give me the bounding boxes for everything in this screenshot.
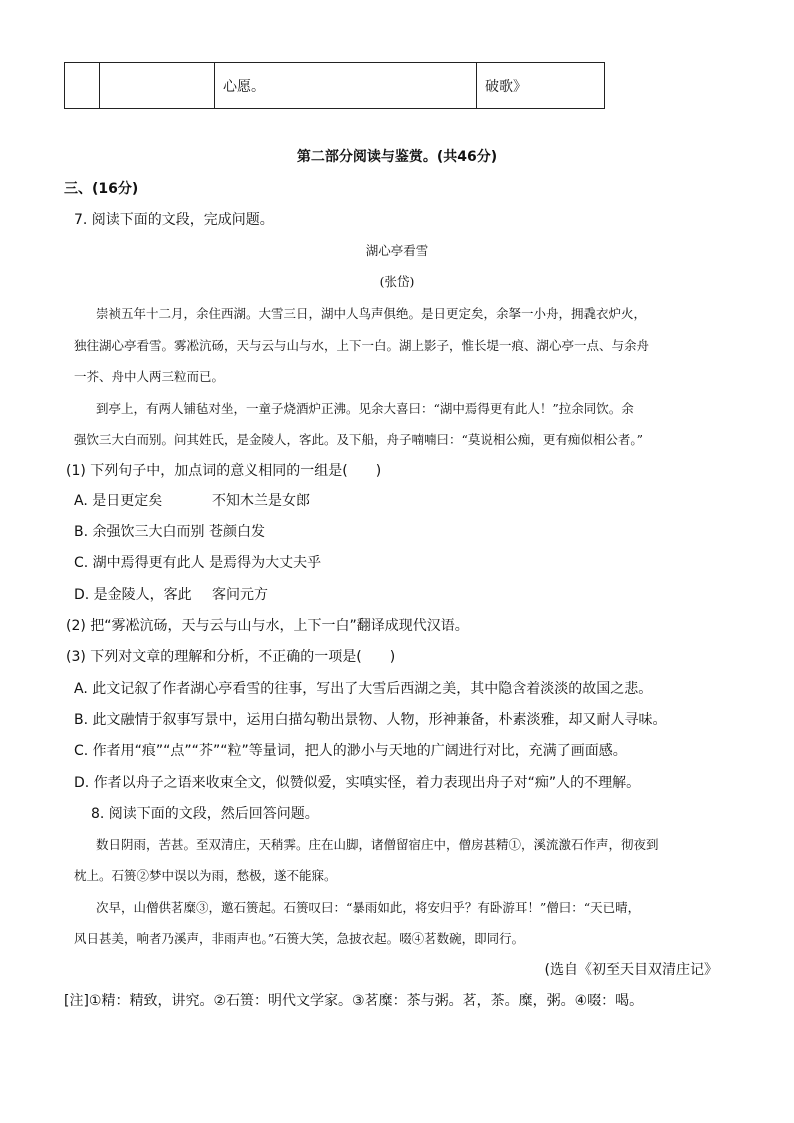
passage-line: 强饮三大白而别。问其姓氏，是金陵人，客此。及下船，舟子喃喃曰：“莫说相公痴，更有痴似相公者。”: [74, 432, 644, 447]
question-prompt: 8. 阅读下面的文段，然后回答问题。: [91, 806, 319, 822]
passage-line: 一芥、舟中人两三粒而已。: [74, 369, 225, 384]
footnote: [注]①精：精致，讲究。②石篑：明代文学家。③茗糜：茶与粥。茗，茶。糜，粥。④啜：喝。: [64, 993, 644, 1009]
passage-line: 独往湖心亭看雪。雾凇沆砀，天与云与山与水，上下一白。湖上影子，惟长堤一痕、湖心亭一点、与余舟: [74, 338, 650, 353]
sub-question: (2) 把“雾凇沆砀，天与云与山与水，上下一白”翻译成现代汉语。: [66, 618, 469, 634]
option-d: D. 是金陵人，客此: [74, 587, 192, 603]
passage-line: 枕上。石篑②梦中误以为雨，愁极，遂不能寐。: [74, 868, 337, 883]
passage-line: 到亭上，有两人铺毡对坐，一童子烧酒炉正沸。见余大喜曰：“湖中焉得更有此人！”拉余同饮。余: [96, 401, 634, 416]
sub-question: (1) 下列句子中，加点词的意义相同的一组是( ): [66, 463, 382, 479]
option-d-pair: 客问元方: [212, 587, 268, 603]
option-c: C. 作者用“痕”“点”“芥”“粒”等量词，把人的渺小与天地的广阔进行对比，充满了画面感。: [74, 743, 627, 759]
table-cell: [65, 63, 100, 109]
passage-line: 数日阴雨，苦甚。至双清庄，天稍霁。庄在山脚，诸僧留宿庄中，僧房甚精①，溪流激石作声，彻夜到: [96, 837, 659, 852]
table-row: [65, 63, 605, 109]
question-prompt: 7. 阅读下面的文段，完成问题。: [74, 212, 274, 228]
option-a-pair: 不知木兰是女郎: [212, 493, 310, 509]
option-b: B. 此文融情于叙事写景中，运用白描勾勒出景物、人物，形神兼备，朴素淡雅，却又耐人寻味。: [74, 712, 667, 728]
part-header: 三、(16分): [64, 181, 139, 197]
continuation-table: [64, 62, 605, 109]
table-cell: 破歌》: [477, 63, 605, 109]
option-b: B. 余强饮三大白而别 苍颜白发: [74, 524, 265, 540]
passage-line: 崇祯五年十二月，余住西湖。大雪三日，湖中人鸟声俱绝。是日更定矣，余拏一小舟，拥毳衣炉火，: [96, 306, 647, 321]
passage-source: (选自《初至天目双清庄记》: [544, 962, 718, 978]
option-a: A. 是日更定矣: [74, 493, 163, 509]
passage-title: 湖心亭看雪: [365, 243, 429, 258]
section-title: 第二部分阅读与鉴赏。(共46分): [296, 149, 498, 165]
table-cell: [100, 63, 215, 109]
passage-line: 风日甚美，响者乃溪声，非雨声也。”石篑大笑，急披衣起。啜④茗数碗，即同行。: [74, 931, 525, 946]
passage-line: 次早，山僧供茗糜③，邀石篑起。石篑叹曰：“暴雨如此，将安归乎？有卧游耳！”僧曰：“天已晴，: [96, 900, 641, 915]
option-a: A. 此文记叙了作者湖心亭看雪的往事，写出了大雪后西湖之美，其中隐含着淡淡的故国之悲。: [74, 681, 653, 697]
passage-author: (张岱): [379, 274, 415, 289]
option-c: C. 湖中焉得更有此人 是焉得为大丈夫乎: [74, 555, 322, 571]
sub-question: (3) 下列对文章的理解和分析，不正确的一项是( ): [66, 649, 396, 665]
table-cell: 心愿。: [215, 63, 477, 109]
option-d: D. 作者以舟子之语来收束全文，似赞似爱，实嗔实怪，着力表现出舟子对“痴”人的不理解。: [74, 775, 641, 791]
